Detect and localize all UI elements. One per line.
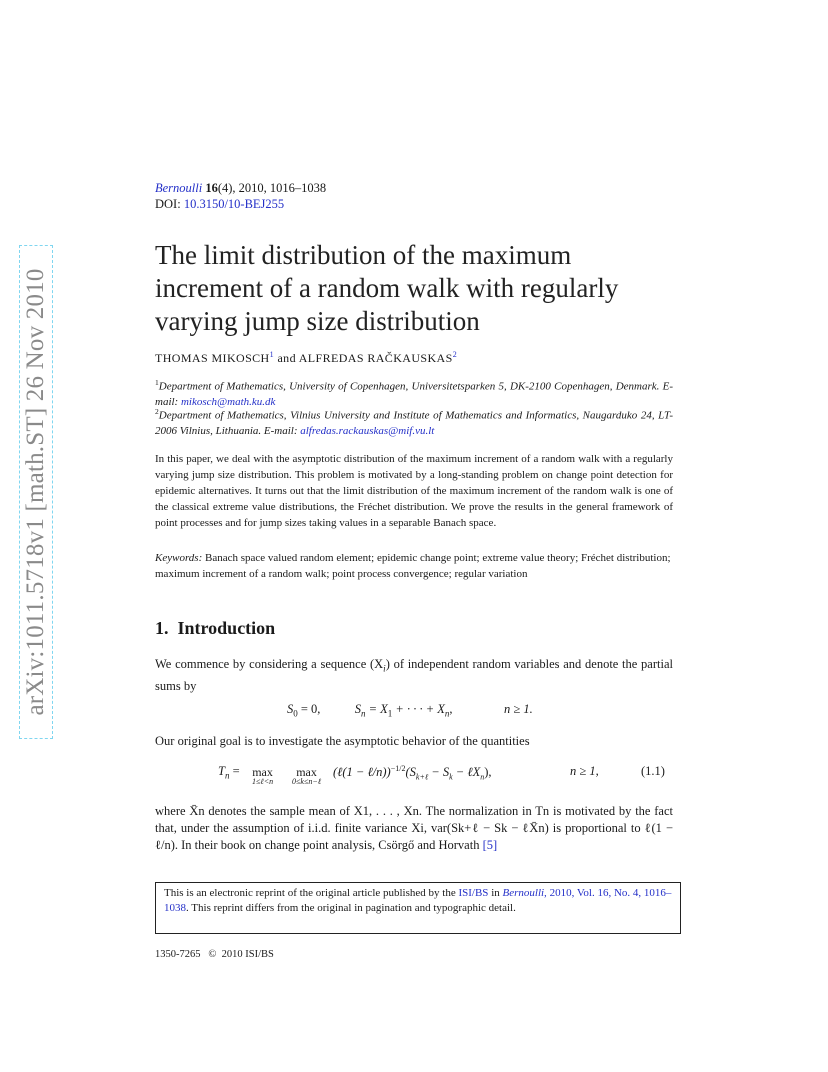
eq-subscript: n: [224, 770, 230, 781]
paragraph-text: We commence by considering a sequence (X: [155, 657, 384, 671]
title-line: varying jump size distribution: [155, 306, 480, 336]
eq-subscript: 0: [293, 708, 298, 719]
eq-text: =: [229, 764, 240, 778]
eq-max-operator: [292, 765, 321, 786]
eq-text: ),: [484, 765, 492, 780]
eq-symbol: S: [354, 702, 361, 716]
affiliation-number: 2: [155, 407, 159, 416]
eq-symbol: S: [287, 702, 294, 716]
equation-tn: [218, 764, 240, 781]
section-number: 1.: [155, 618, 169, 638]
eq-text: (ℓ(1 − ℓ/n)): [333, 765, 391, 780]
notice-text: . This reprint differs from the original in pagination and typographic detail.: [186, 902, 516, 914]
equation-number: (1.1): [641, 764, 665, 778]
paragraph-text: where X̄n denotes the sample mean of X1, . . . , Xn. The normalization in Tn is motivated by the fact that, under the assumption of i.i.d. finite variance Xi, var(Sk+ℓ − Sk − ℓX̄n) is proportional to ℓ(1 − ℓ/n). In their book on change point analysis, Csörgő and Horvath: [155, 804, 673, 852]
email-link[interactable]: mikosch@math.ku.dk: [180, 395, 276, 408]
equation-partial-sums: [287, 702, 453, 719]
title-line: increment of a random walk with regularly: [155, 273, 619, 303]
eq-text: max: [296, 765, 317, 779]
notice-text: in: [488, 887, 503, 899]
author-list: [155, 350, 457, 366]
equation-condition: n ≥ 1.: [504, 702, 533, 716]
author-name: ALFREDAS RAČKAUSKAS: [298, 351, 453, 365]
journal-citation: [155, 180, 326, 196]
section-heading: [155, 618, 275, 639]
citation-link[interactable]: 2010, Vol. 16, No. 4, 1016–1038: [164, 887, 672, 914]
eq-max-operator: [252, 765, 273, 786]
body-paragraph: [155, 803, 673, 854]
citation-link[interactable]: [5]: [482, 838, 498, 852]
journal-issue: (4), 2010, 1016–1038: [217, 181, 327, 195]
eq-subscript: 1≤ℓ<n: [252, 777, 274, 786]
section-title: Introduction: [177, 618, 276, 638]
paper-title: [155, 239, 715, 338]
eq-text: ,: [449, 702, 453, 716]
keywords: [155, 550, 673, 582]
eq-superscript: −1/2: [390, 764, 406, 773]
eq-subscript: k+ℓ: [415, 772, 429, 782]
copyright-text: 2010 ISI/BS: [221, 949, 274, 960]
notice-text: This is an electronic reprint of the original article published by the: [164, 887, 459, 899]
email-link[interactable]: alfredas.rackauskas@mif.vu.lt: [300, 424, 435, 437]
equation-body: [333, 764, 492, 782]
eq-text: max: [252, 765, 273, 779]
page-footer: [155, 949, 274, 960]
body-paragraph: [155, 656, 673, 695]
abstract: In this paper, we deal with the asymptotic distribution of the maximum increment of a random walk with a regularly varying jump size distribution. This problem is motivated by a long-standing problem on change point detection for epidemic alternatives. It turns out that the limit distribution of the maximum increment of the random walk is one of the classical extreme value distributions, the Fréchet distribution. We prove the results in the general framework of point processes and for jump sizes taking values in a separable Banach space.: [155, 453, 673, 529]
journal-volume: 16: [205, 181, 218, 195]
eq-text: − ℓX: [452, 765, 481, 780]
eq-subscript: n: [444, 708, 450, 719]
copyright-icon: ©: [208, 949, 217, 960]
eq-subscript: 1: [387, 708, 393, 719]
doi-link[interactable]: 10.3150/10-BEJ255: [183, 197, 285, 211]
issn: 1350-7265: [155, 949, 201, 960]
eq-subscript: n: [480, 772, 485, 782]
eq-subscript: k: [449, 772, 453, 782]
affiliation-ref[interactable]: 1: [269, 350, 275, 359]
eq-text: (S: [405, 765, 416, 780]
subscript: i: [383, 663, 386, 674]
doi-label: DOI:: [155, 197, 181, 211]
eq-text: = X: [365, 702, 388, 716]
title-line: The limit distribution of the maximum: [155, 240, 572, 270]
paragraph-text: ) of independent random variables and denote the partial sums by: [155, 657, 673, 693]
keywords-text: Banach space valued random element; epidemic change point; extreme value theory; Fréchet distribution; maximum increment of a random walk; point process convergence; regular variation: [155, 552, 671, 580]
author-conjunction: and: [277, 351, 296, 365]
eq-text: = 0,: [297, 702, 321, 716]
journal-link[interactable]: Bernoulli,: [502, 887, 547, 899]
equation-condition: n ≥ 1,: [570, 764, 599, 778]
keywords-label: Keywords:: [155, 552, 203, 564]
author-name: THOMAS MIKOSCH: [155, 351, 270, 365]
affiliation: [155, 404, 673, 439]
affiliation-text: Department of Mathematics, University of Copenhagen, Universitetsparken 5, DK-2100 Copenhagen, Denmark. E-mail:: [155, 380, 673, 408]
reprint-notice: [155, 882, 681, 934]
body-paragraph: Our original goal is to investigate the asymptotic behavior of the quantities: [155, 734, 530, 748]
eq-text: − S: [428, 765, 450, 780]
eq-symbol: T: [218, 764, 225, 778]
eq-text: + · · · + X: [392, 702, 445, 716]
journal-link[interactable]: Bernoulli: [155, 181, 203, 195]
doi-line: [155, 197, 284, 212]
affiliation-ref[interactable]: 2: [452, 350, 458, 359]
publisher-link[interactable]: ISI/BS: [458, 887, 489, 899]
eq-subscript: 0≤k≤n−ℓ: [292, 777, 322, 786]
eq-subscript: n: [360, 708, 366, 719]
affiliation-number: 1: [155, 378, 159, 387]
affiliation-text: Department of Mathematics, Vilnius University and Institute of Mathematics and Informatics, Naugarduko 24, LT-2006 Vilnius, Lithuania. E-mail:: [155, 409, 673, 437]
arxiv-identifier: arXiv:1011.5718v1 [math.ST] 26 Nov 2010: [22, 268, 49, 716]
